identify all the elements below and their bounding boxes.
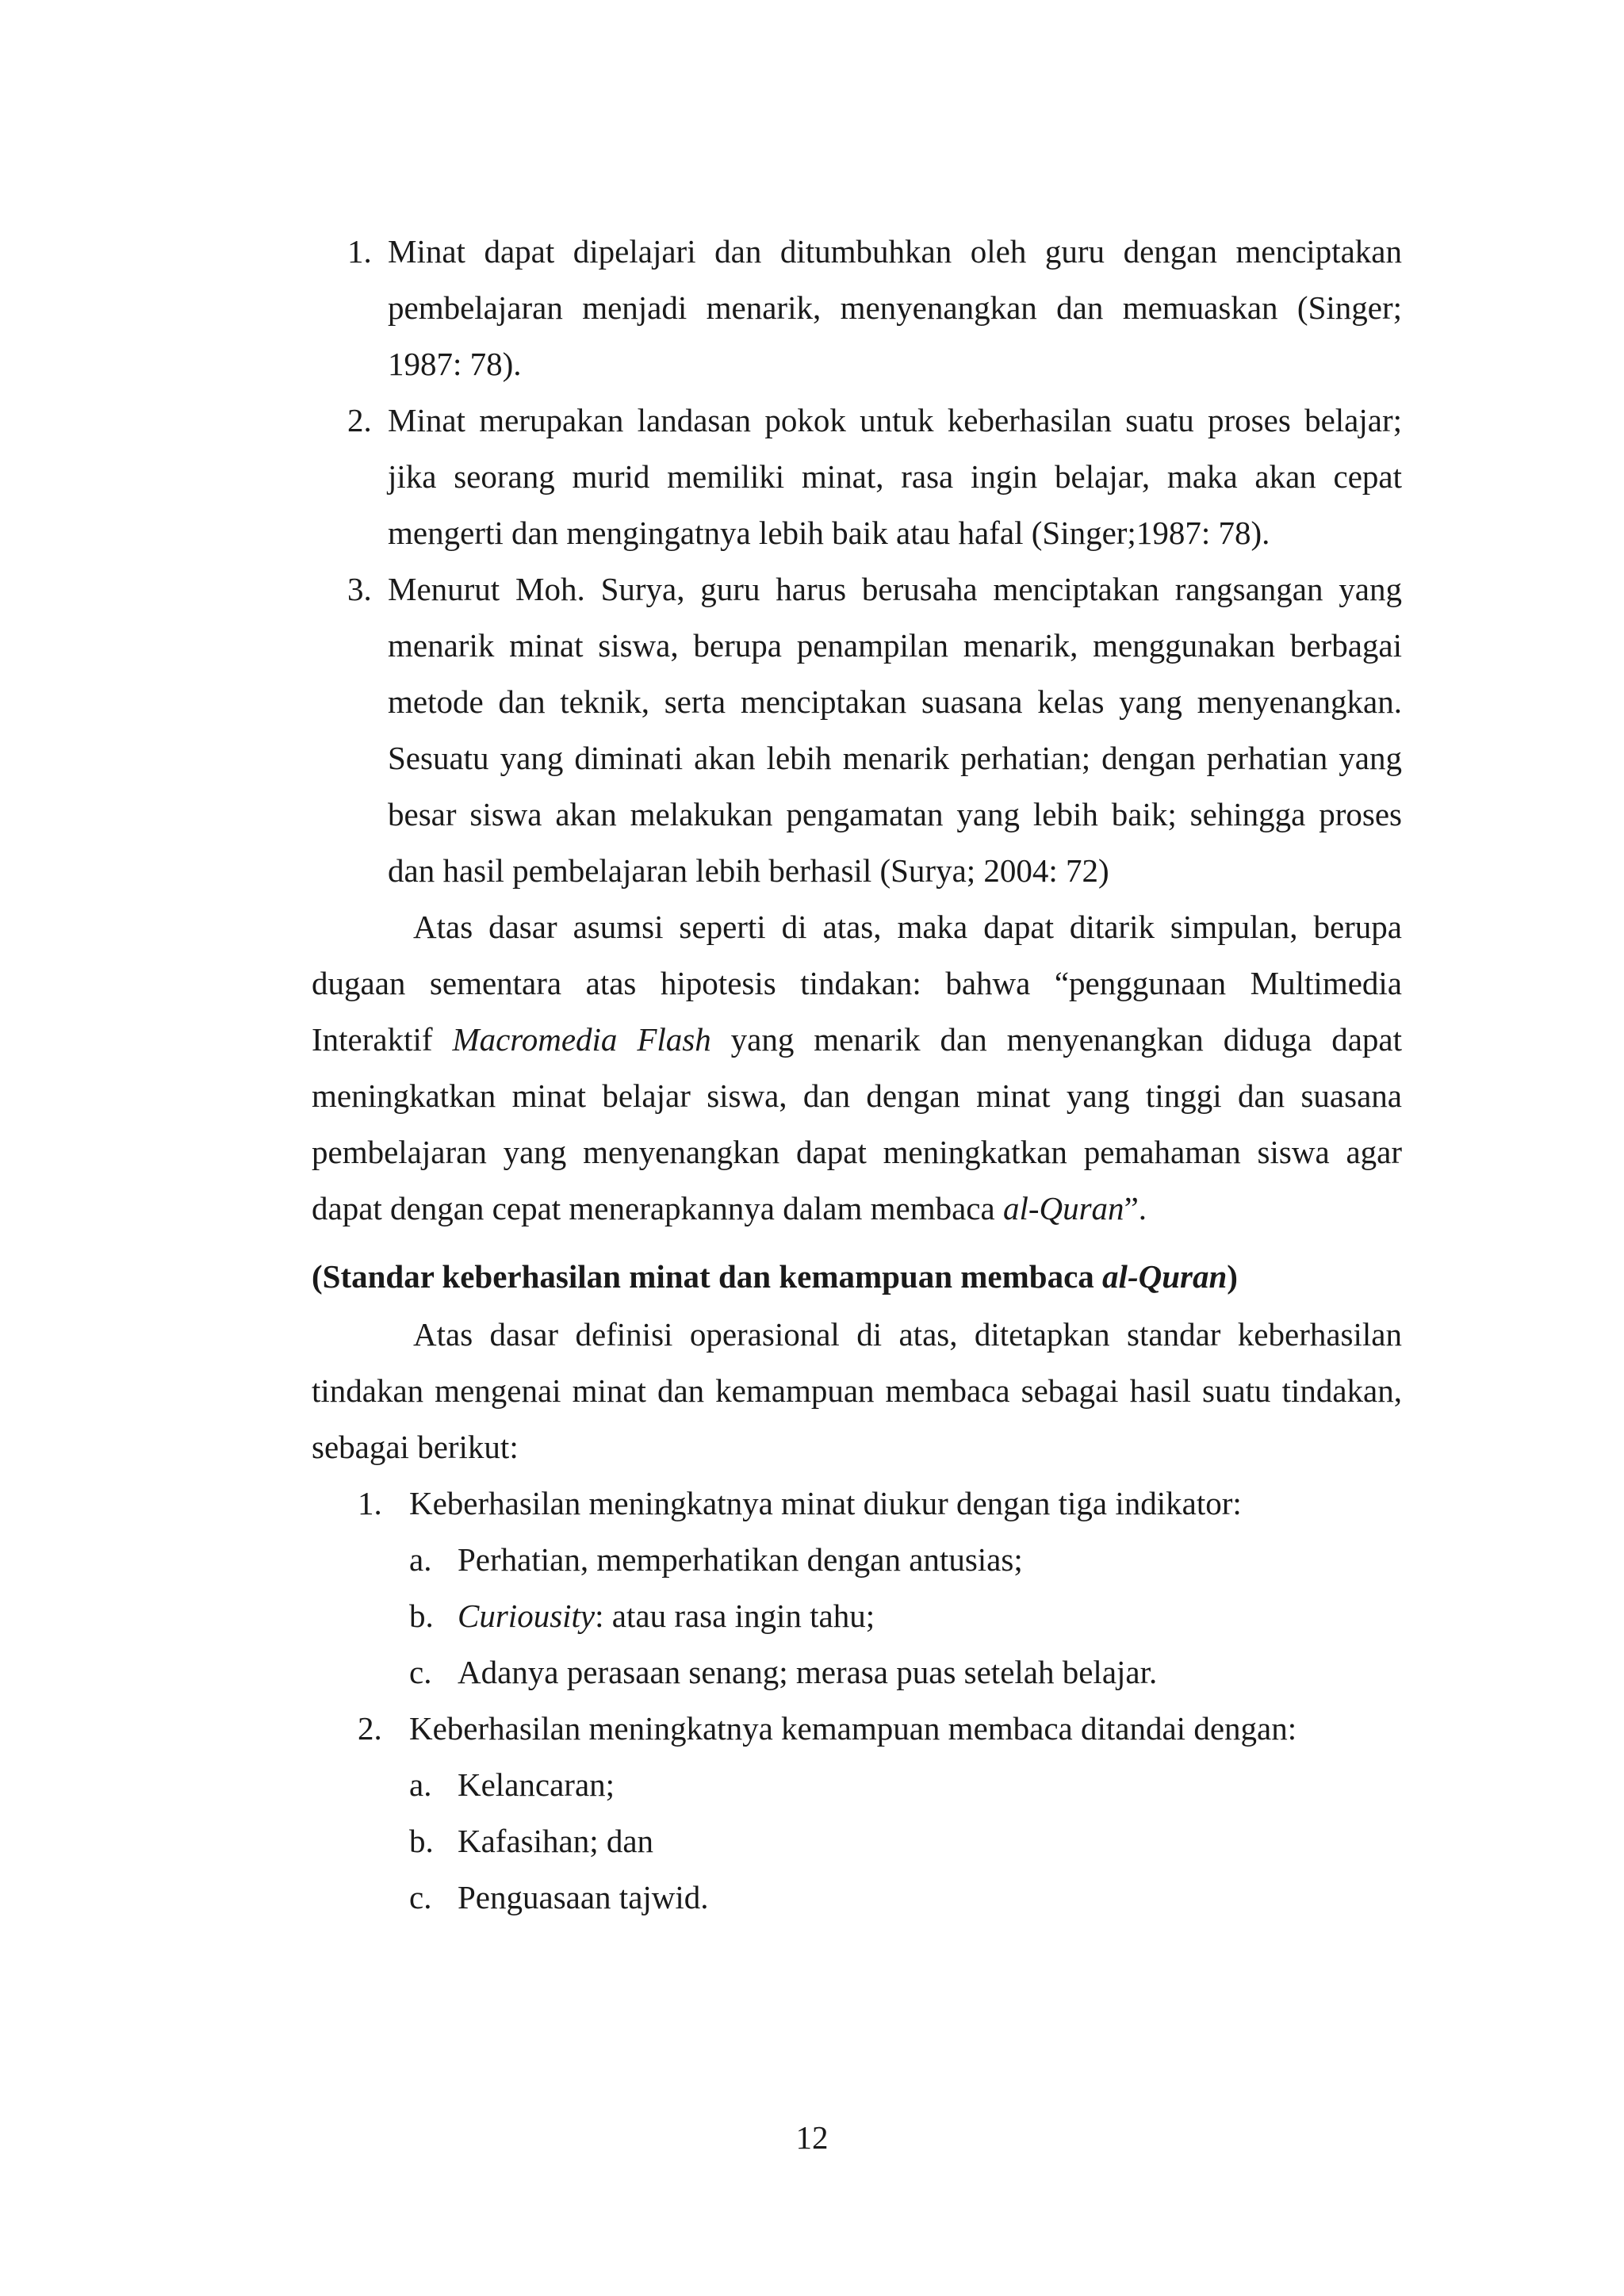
sublist-item-text: Kafasihan; dan [458,1823,654,1859]
page-content [312,224,1402,1926]
sublist-letter: c. [409,1654,432,1690]
numbered-list-standards [312,1475,1402,1926]
list-item-text: Keberhasilan meningkatnya minat diukur dengan tiga indikator: [409,1485,1242,1521]
sublist-item [312,1644,1402,1701]
paragraph-text: Atas dasar asumsi seperti di atas, maka dapat ditarik simpulan, berupa dugaan sementara atas hipotesis tindakan: bahwa “penggunaan Multimedia Interaktif [312,909,1402,1058]
list-number: 2. [358,1710,382,1747]
list-item [312,1701,1402,1926]
italic-term: al-Quran [1002,1190,1124,1226]
list-number: 1. [358,1485,382,1521]
sublist-letter: b. [409,1598,434,1634]
italic-term: Macromedia Flash [452,1021,711,1058]
sublist-item [312,1588,1402,1644]
list-number: 2. [347,402,372,438]
numbered-list-minat [312,224,1402,899]
heading-text: (Standar keberhasilan minat dan kemampuan membaca [312,1258,1103,1295]
heading-text: ) [1227,1258,1238,1295]
paragraph-text: ”. [1124,1190,1147,1226]
sublist-letter: b. [409,1823,434,1859]
sublist-item-text: Perhatian, memperhatikan dengan antusias; [458,1541,1023,1578]
sublist-item [312,1869,1402,1926]
sublist-item-text: Penguasaan tajwid. [458,1879,709,1915]
sublist-item-text: Adanya perasaan senang; merasa puas setelah belajar. [458,1654,1158,1690]
page-number: 12 [795,2119,829,2156]
sublist-letter: a. [409,1541,432,1578]
hypothesis-paragraph [312,899,1402,1237]
sublist-item-text: : atau rasa ingin tahu; [595,1598,875,1634]
sublist-letter: c. [409,1879,432,1915]
list-item-text: Minat dapat dipelajari dan ditumbuhkan oleh guru dengan menciptakan pembelajaran menjadi menarik, menyenangkan dan memuaskan (Singer; 1987: 78). [388,233,1402,382]
sublist-item [312,1757,1402,1813]
lettered-sublist [409,1532,1402,1701]
list-item [312,561,1402,899]
list-item [312,224,1402,392]
list-item-text: Menurut Moh. Surya, guru harus berusaha menciptakan rangsangan yang menarik minat siswa, berupa penampilan menarik, menggunakan berbagai metode dan teknik, serta menciptakan suasana kelas yang menyenangkan. Sesuatu yang diminati akan lebih menarik perhatian; dengan perhatian yang besar siswa akan melakukan pengamatan yang lebih baik; sehingga proses dan hasil pembelajaran lebih berhasil (Surya; 2004: 72) [388,571,1402,889]
sublist-item [312,1813,1402,1869]
sublist-item-text: Kelancaran; [458,1766,615,1803]
italic-term: Curiousity [458,1598,596,1634]
list-number: 1. [347,233,372,270]
paragraph-text: yang menarik dan menyenangkan diduga dapat meningkatkan minat belajar siswa, dan dengan minat yang tinggi dan suasana pembelajaran yang menyenangkan dapat meningkatkan pemahaman siswa agar dapat dengan cepat menerapkannya dalam membaca [312,1021,1403,1226]
list-item [312,1475,1402,1701]
sublist-letter: a. [409,1766,432,1803]
lettered-sublist [409,1757,1402,1926]
list-item [312,392,1402,561]
sublist-item [312,1532,1402,1588]
section-heading [312,1249,1402,1305]
italic-term: al-Quran [1102,1258,1228,1295]
list-item-text: Minat merupakan landasan pokok untuk keberhasilan suatu proses belajar; jika seorang murid memiliki minat, rasa ingin belajar, maka akan cepat mengerti dan mengingatnya lebih baik atau hafal (Singer;1987: 78). [388,402,1402,551]
list-item-text: Keberhasilan meningkatnya kemampuan membaca ditandai dengan: [409,1710,1297,1747]
definition-paragraph: Atas dasar definisi operasional di atas, ditetapkan standar keberhasilan tindakan mengenai minat dan kemampuan membaca sebagai hasil suatu tindakan, sebagai berikut: [312,1316,1402,1465]
list-number: 3. [347,571,372,607]
